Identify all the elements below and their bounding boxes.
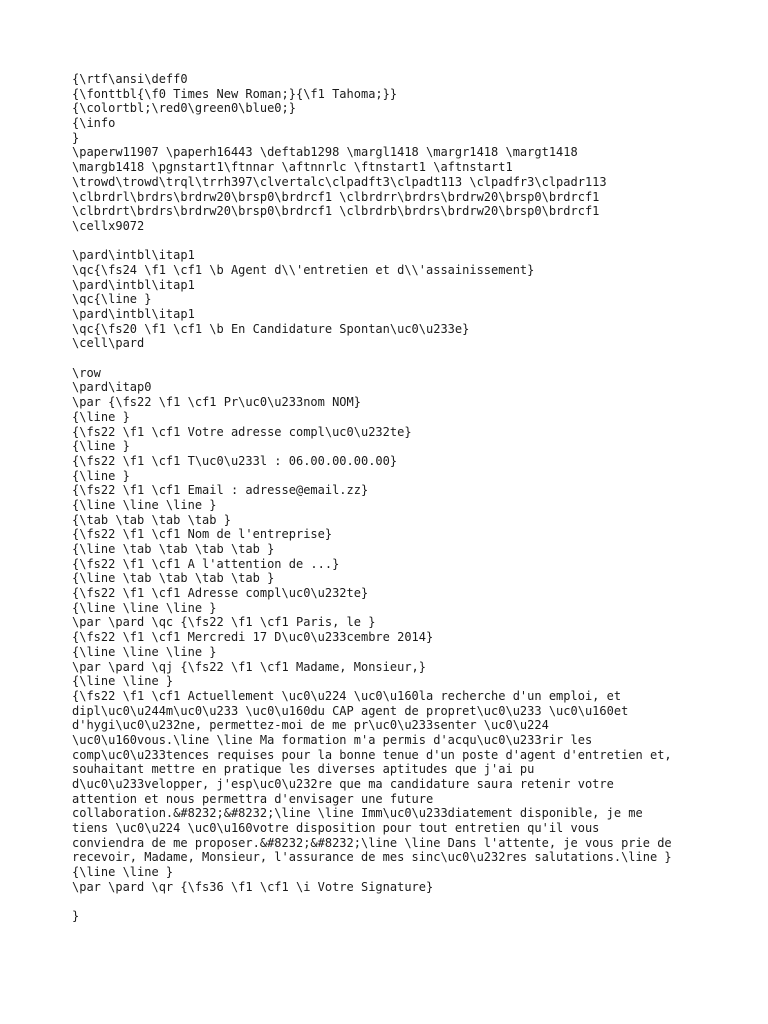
rtf-line: {\fs22 \f1 \cf1 Actuellement \uc0\u224 \uc0\u160la recherche d'un emploi, et	[72, 688, 622, 703]
rtf-line: }	[72, 909, 80, 924]
rtf-line: {\line \line \line }	[72, 600, 217, 615]
rtf-line: \cellx9072	[72, 218, 145, 233]
rtf-line: {\fs22 \f1 \cf1 T\uc0\u233l : 06.00.00.00.00}	[72, 453, 398, 468]
rtf-line: collaboration.&#8232;&#8232;\line \line Imm\uc0\u233diatement disponible, je me	[72, 806, 643, 821]
rtf-line: \trowd\trowd\trql\trrh397\clvertalc\clpadft3\clpadt113 \clpadfr3\clpadr113	[72, 174, 607, 189]
rtf-line: \par \pard \qj {\fs22 \f1 \cf1 Madame, Monsieur,}	[72, 659, 427, 674]
rtf-line: {\line \line \line }	[72, 497, 217, 512]
rtf-line: {\line }	[72, 439, 130, 454]
rtf-line: {\line \line }	[72, 674, 174, 689]
rtf-line: \par \pard \qc {\fs22 \f1 \cf1 Paris, le }	[72, 615, 376, 630]
rtf-line: \pard\intbl\itap1	[72, 248, 195, 263]
rtf-line: {\info	[72, 116, 116, 131]
rtf-line: \pard\intbl\itap1	[72, 277, 195, 292]
rtf-line: attention et nous permettra d'envisager une future	[72, 791, 434, 806]
rtf-line: \pard\intbl\itap1	[72, 307, 195, 321]
rtf-line: {\line \line \line }	[72, 644, 217, 659]
rtf-line: {\fs22 \f1 \cf1 Adresse compl\uc0\u232te}	[72, 586, 369, 601]
rtf-line: comp\uc0\u233tences requises pour la bonne tenue d'un poste d'agent d'entretien et,	[72, 747, 672, 762]
blank-line	[72, 895, 752, 910]
blank-line	[72, 351, 752, 366]
rtf-line: \row	[72, 365, 101, 380]
rtf-line: \cell\pard	[72, 336, 145, 351]
rtf-line: }	[72, 130, 80, 145]
rtf-line: tiens \uc0\u224 \uc0\u160votre disposition pour tout entretien qu'il vous	[72, 821, 600, 836]
rtf-line: \par {\fs22 \f1 \cf1 Pr\uc0\u233nom NOM}	[72, 395, 361, 410]
rtf-line: {\line \tab \tab \tab \tab }	[72, 542, 275, 556]
rtf-line: \margb1418 \pgnstart1\ftnnar \aftnnrlc \ftnstart1 \aftnstart1	[72, 160, 513, 175]
rtf-line: \pard\itap0	[72, 380, 152, 395]
rtf-line: {\fs22 \f1 \cf1 Votre adresse compl\uc0\u232te}	[72, 424, 412, 439]
rtf-line: \qc{\line }	[72, 292, 152, 307]
rtf-line: souhaitant mettre en pratique les diverses aptitudes que j'ai pu	[72, 762, 535, 777]
rtf-line: d\uc0\u233velopper, j'esp\uc0\u232re que ma candidature saura retenir votre	[72, 777, 614, 791]
rtf-line: \uc0\u160vous.\line \line Ma formation m'a permis d'acqu\uc0\u233rir les	[72, 732, 593, 747]
rtf-line: {\rtf\ansi\deff0	[72, 72, 188, 86]
rtf-line: {\fs22 \f1 \cf1 Email : adresse@email.zz}	[72, 483, 369, 498]
rtf-line: \par \pard \qr {\fs36 \f1 \cf1 \i Votre Signature}	[72, 879, 434, 894]
rtf-line: recevoir, Madame, Monsieur, l'assurance de mes sinc\uc0\u232res salutations.\line }	[72, 850, 672, 865]
rtf-line: \clbrdrt\brdrs\brdrw20\brsp0\brdrcf1 \clbrdrb\brdrs\brdrw20\brsp0\brdrcf1	[72, 204, 600, 219]
rtf-line: \paperw11907 \paperh16443 \deftab1298 \margl1418 \margr1418 \margt1418	[72, 145, 578, 160]
rtf-line: \qc{\fs24 \f1 \cf1 \b Agent d\\'entretien et d\\'assainissement}	[72, 262, 535, 277]
rtf-line: {\fs22 \f1 \cf1 Nom de l'entreprise}	[72, 527, 333, 542]
rtf-line: {\fonttbl{\f0 Times New Roman;}{\f1 Tahoma;}}	[72, 86, 398, 101]
rtf-line: {\fs22 \f1 \cf1 A l'attention de ...}	[72, 556, 340, 571]
rtf-line: {\line }	[72, 468, 130, 483]
rtf-line: dipl\uc0\u244m\uc0\u233 \uc0\u160du CAP agent de propret\uc0\u233 \uc0\u160et	[72, 703, 629, 718]
rtf-line: d'hygi\uc0\u232ne, permettez-moi de me pr\uc0\u233senter \uc0\u224	[72, 718, 549, 733]
blank-line	[72, 234, 752, 249]
rtf-line: {\line }	[72, 409, 130, 424]
rtf-line: \clbrdrl\brdrs\brdrw20\brsp0\brdrcf1 \clbrdrr\brdrs\brdrw20\brsp0\brdrcf1	[72, 189, 600, 204]
rtf-line: {\line \line }	[72, 865, 174, 880]
rtf-line: {\line \tab \tab \tab \tab }	[72, 571, 275, 586]
rtf-line: \qc{\fs20 \f1 \cf1 \b En Candidature Spontan\uc0\u233e}	[72, 321, 470, 336]
rtf-line: conviendra de me proposer.&#8232;&#8232;\line \line Dans l'attente, je vous prie de	[72, 835, 672, 850]
rtf-line: {\colortbl;\red0\green0\blue0;}	[72, 101, 296, 116]
rtf-source-document	[72, 72, 752, 924]
rtf-line: {\tab \tab \tab \tab }	[72, 512, 231, 527]
rtf-line: {\fs22 \f1 \cf1 Mercredi 17 D\uc0\u233cembre 2014}	[72, 630, 434, 645]
